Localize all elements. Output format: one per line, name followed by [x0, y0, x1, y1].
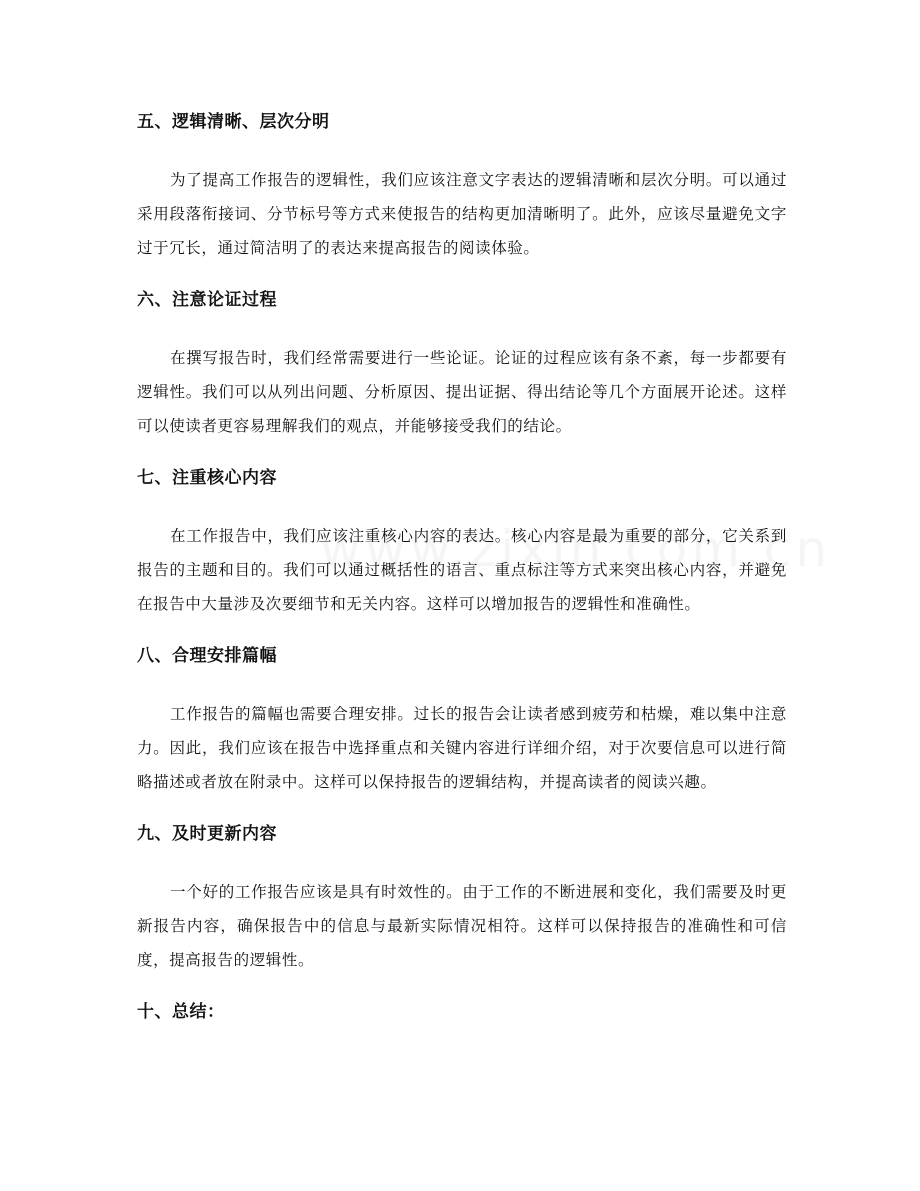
section-paragraph: 在撰写报告时，我们经常需要进行一些论证。论证的过程应该有条不紊，每一步都要有逻辑性。我们可以从列出问题、分析原因、提出证据、得出结论等几个方面展开论述。这样可以使读者更容易理解我们的观点，并能够接受我们的结论。: [137, 349, 787, 435]
section-7: [137, 460, 787, 621]
section-6: [137, 282, 787, 443]
section-heading: 九、及时更新内容: [137, 824, 277, 844]
section-paragraph: 工作报告的篇幅也需要合理安排。过长的报告会让读者感到疲劳和枯燥，难以集中注意力。因此，我们应该在报告中选择重点和关键内容进行详细介绍，对于次要信息可以进行简略描述或者放在附录中。这样可以保持报告的逻辑结构，并提高读者的阅读兴趣。: [137, 705, 787, 791]
document-page: [137, 104, 787, 1053]
section-heading: 十、总结：: [137, 1002, 225, 1022]
section-paragraph: 一个好的工作报告应该是具有时效性的。由于工作的不断进展和变化，我们需要及时更新报告内容，确保报告中的信息与最新实际情况相符。这样可以保持报告的准确性和可信度，提高报告的逻辑性。: [137, 883, 787, 969]
section-heading: 七、注重核心内容: [137, 468, 277, 488]
section-8: [137, 638, 787, 799]
section-9: [137, 816, 787, 977]
section-paragraph: 在工作报告中，我们应该注重核心内容的表达。核心内容是最为重要的部分，它关系到报告的主题和目的。我们可以通过概括性的语言、重点标注等方式来突出核心内容，并避免在报告中大量涉及次要细节和无关内容。这样可以增加报告的逻辑性和准确性。: [137, 527, 787, 613]
section-heading: 五、逻辑清晰、层次分明: [137, 112, 330, 132]
section-5: [137, 104, 787, 265]
section-paragraph: 为了提高工作报告的逻辑性，我们应该注意文字表达的逻辑清晰和层次分明。可以通过采用段落衔接词、分节标号等方式来使报告的结构更加清晰明了。此外，应该尽量避免文字过于冗长，通过简洁明了的表达来提高报告的阅读体验。: [137, 171, 787, 257]
section-heading: 八、合理安排篇幅: [137, 646, 277, 666]
section-10: [137, 994, 787, 1030]
section-heading: 六、注意论证过程: [137, 290, 277, 310]
